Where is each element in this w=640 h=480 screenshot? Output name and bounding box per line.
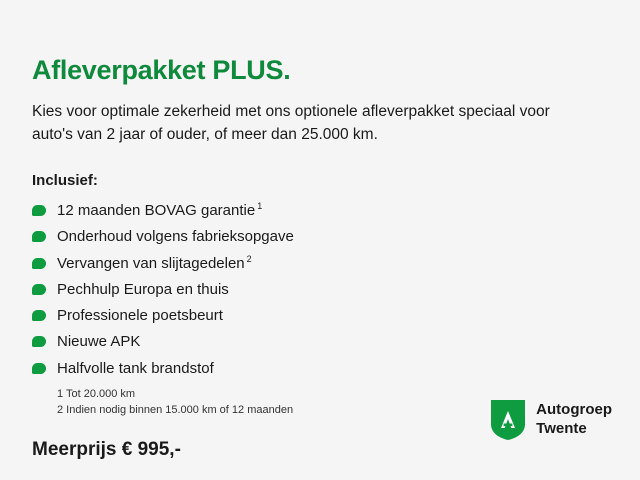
list-item-label: Onderhoud volgens fabrieksopgave [57,228,294,246]
list-item-label: Vervangen van slijtagedelen [57,254,245,272]
footnote-1: 1 Tot 20.000 km [57,387,136,400]
page-subtitle: Kies voor optimale zekerheid met ons optionele afleverpakket speciaal voor auto's van 2 jaar of ouder, of meer dan 25.000 km. [32,102,550,143]
leaf-bullet-icon [32,231,46,242]
shield-icon [489,398,527,442]
leaf-bullet-icon [32,336,46,347]
price-label: Meerprijs € 995,- [32,438,181,460]
footnote-marker: 1 [257,201,263,212]
page-title: Afleverpakket PLUS. [32,55,291,85]
list-item [32,330,616,353]
leaf-bullet-icon [32,310,46,321]
leaf-bullet-icon [32,363,46,374]
list-item [32,199,616,222]
brand-name-line2: Twente [536,420,587,437]
list-item-label: Professionele poetsbeurt [57,307,223,325]
list-item [32,278,616,301]
leaf-bullet-icon [32,205,46,216]
list-item [32,225,616,248]
list-item-label: 12 maanden BOVAG garantie [57,202,256,220]
footnote-2: 2 Indien nodig binnen 15.000 km of 12 maanden [57,404,294,417]
list-item-label: Halfvolle tank brandstof [57,359,214,377]
inclusief-label: Inclusief: [32,172,98,190]
list-item [32,304,616,327]
leaf-bullet-icon [32,284,46,295]
list-item-label: Pechhulp Europa en thuis [57,280,229,298]
brand-name-line1: Autogroep [536,401,612,419]
list-item [32,357,616,380]
list-item-label: Nieuwe APK [57,333,141,351]
features-list [32,199,616,380]
brand-logo [489,398,612,442]
leaf-bullet-icon [32,258,46,269]
list-item [32,252,616,275]
footnote-marker: 2 [246,253,252,264]
brand-name [536,401,612,439]
